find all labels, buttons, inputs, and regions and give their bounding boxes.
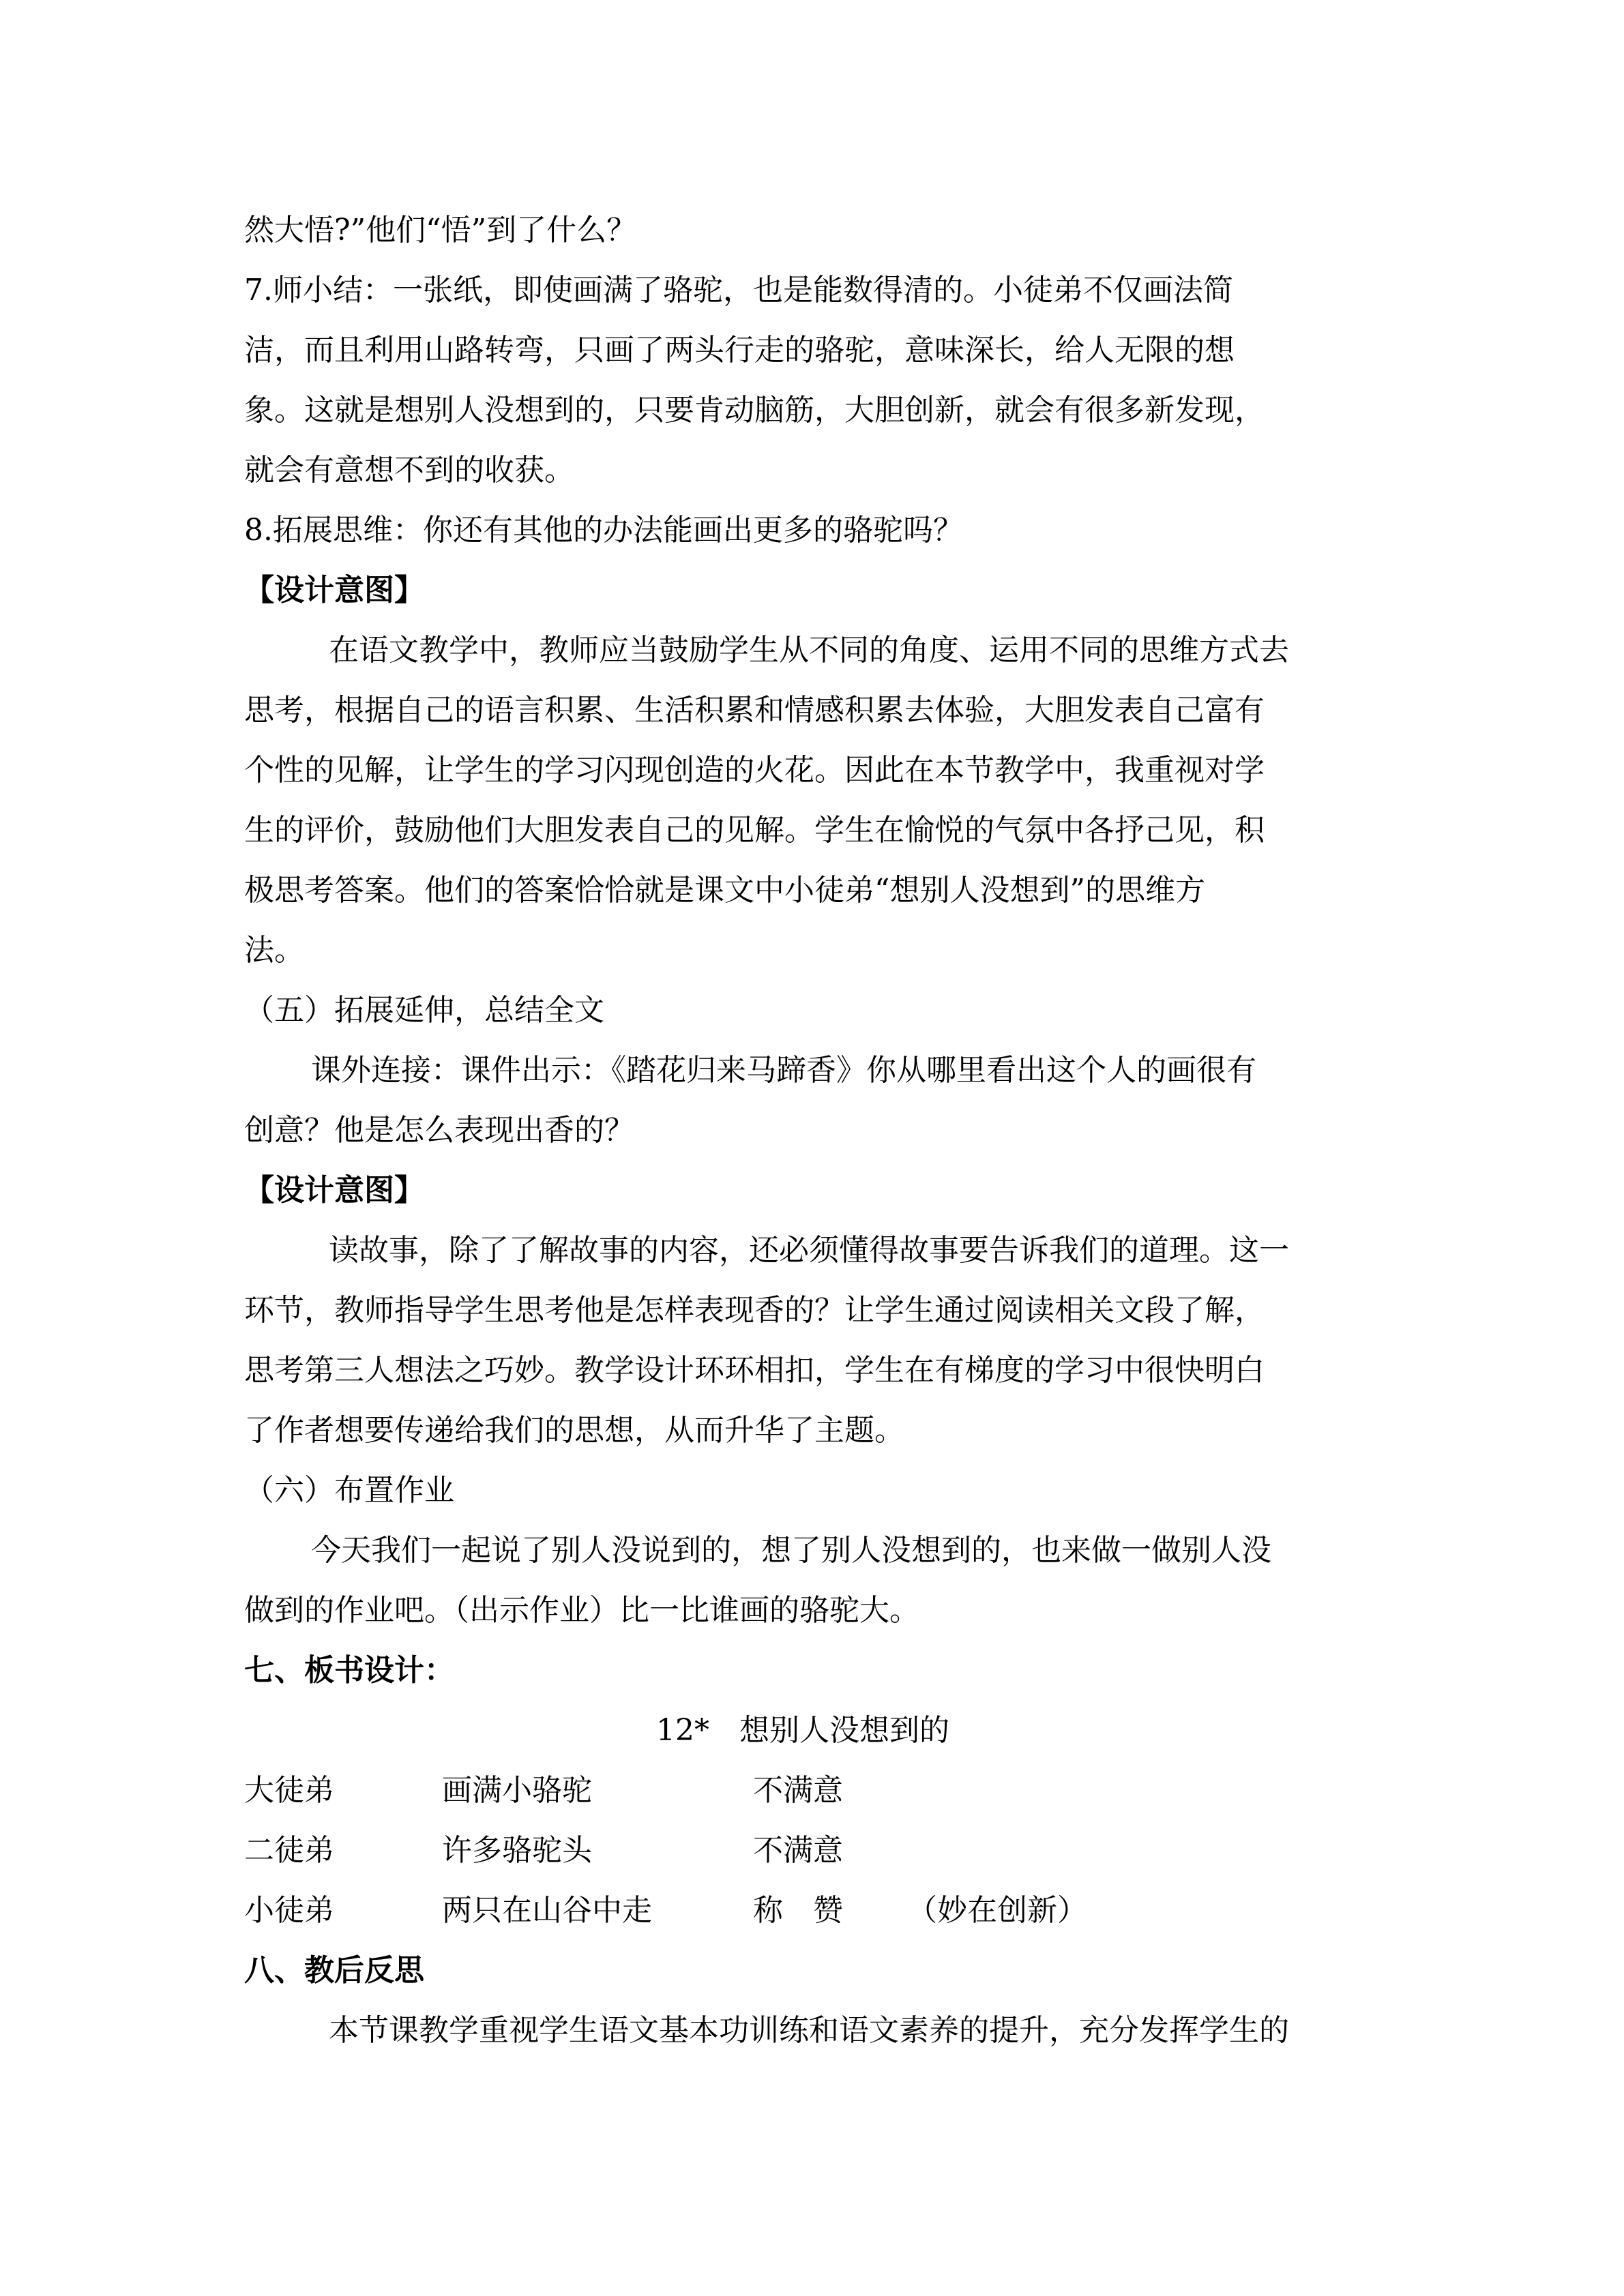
section-heading: 【设计意图】 [244, 1173, 424, 1208]
subsection-heading: （六）布置作业 [244, 1473, 454, 1508]
board-cell: 二徒弟 [244, 1833, 334, 1868]
board-cell: 不满意 [753, 1833, 843, 1868]
board-cell: 小徒弟 [244, 1893, 334, 1928]
board-cell: 不满意 [753, 1773, 843, 1808]
text-line: 做到的作业吧。（出示作业）比一比谁画的骆驼大。 [244, 1593, 919, 1628]
subsection-heading: （五）拓展延伸，总结全文 [244, 993, 604, 1028]
text-line: 在语文教学中，教师应当鼓励学生从不同的角度、运用不同的思维方式去 [329, 633, 1289, 668]
text-line: 生的评价，鼓励他们大胆发表自己的见解。学生在愉悦的气氛中各抒己见，积 [244, 813, 1265, 848]
text-line: 个性的见解，让学生的学习闪现创造的火花。因此在本节教学中，我重视对学 [244, 753, 1265, 788]
text-line: 就会有意想不到的收获。 [244, 453, 574, 488]
text-line: 象。这就是想别人没想到的，只要肯动脑筋，大胆创新，就会有很多新发现， [244, 393, 1265, 428]
board-cell: 画满小骆驼 [442, 1773, 592, 1808]
text-line: 极思考答案。他们的答案恰恰就是课文中小徒弟“想别人没想到”的思维方 [244, 873, 1205, 908]
text-line: 本节课教学重视学生语文基本功训练和语文素养的提升，充分发挥学生的 [329, 2013, 1289, 2048]
text-line: 读故事，除了了解故事的内容，还必须懂得故事要告诉我们的道理。这一 [329, 1233, 1289, 1268]
text-line: 今天我们一起说了别人没说到的，想了别人没想到的，也来做一做别人没 [311, 1533, 1271, 1568]
text-line: 思考第三人想法之巧妙。教学设计环环相扣，学生在有梯度的学习中很快明白 [244, 1353, 1265, 1388]
text-line: 然大悟?”他们“悟”到了什么？ [244, 213, 637, 248]
board-cell: 许多骆驼头 [442, 1833, 592, 1868]
board-title: 12* 想别人没想到的 [656, 1713, 949, 1748]
text-line: 法。 [244, 933, 304, 968]
text-line: 创意？他是怎么表现出香的？ [244, 1113, 634, 1148]
board-cell: 两只在山谷中走 [442, 1893, 652, 1928]
section-heading: 八、教后反思 [244, 1953, 424, 1988]
text-line: 8.拓展思维：你还有其他的办法能画出更多的骆驼吗？ [244, 513, 963, 548]
text-line: 思考，根据自己的语言积累、生活积累和情感积累去体验，大胆发表自己富有 [244, 693, 1265, 728]
board-cell: 大徒弟 [244, 1773, 334, 1808]
section-heading: 七、板书设计： [244, 1653, 454, 1688]
text-line: 了作者想要传递给我们的思想，从而升华了主题。 [244, 1413, 904, 1448]
text-line: 课外连接：课件出示：《踏花归来马蹄香》你从哪里看出这个人的画很有 [311, 1053, 1256, 1088]
text-line: 环节，教师指导学生思考他是怎样表现香的？让学生通过阅读相关文段了解， [244, 1293, 1265, 1328]
section-heading: 【设计意图】 [244, 573, 424, 608]
board-cell: 称 赞 [753, 1893, 843, 1928]
text-line: 洁，而且利用山路转弯，只画了两头行走的骆驼，意味深长，给人无限的想 [244, 333, 1235, 368]
board-cell: （妙在创新） [907, 1893, 1087, 1928]
text-line: 7.师小结：一张纸，即使画满了骆驼，也是能数得清的。小徒弟不仅画法简 [244, 273, 1233, 308]
